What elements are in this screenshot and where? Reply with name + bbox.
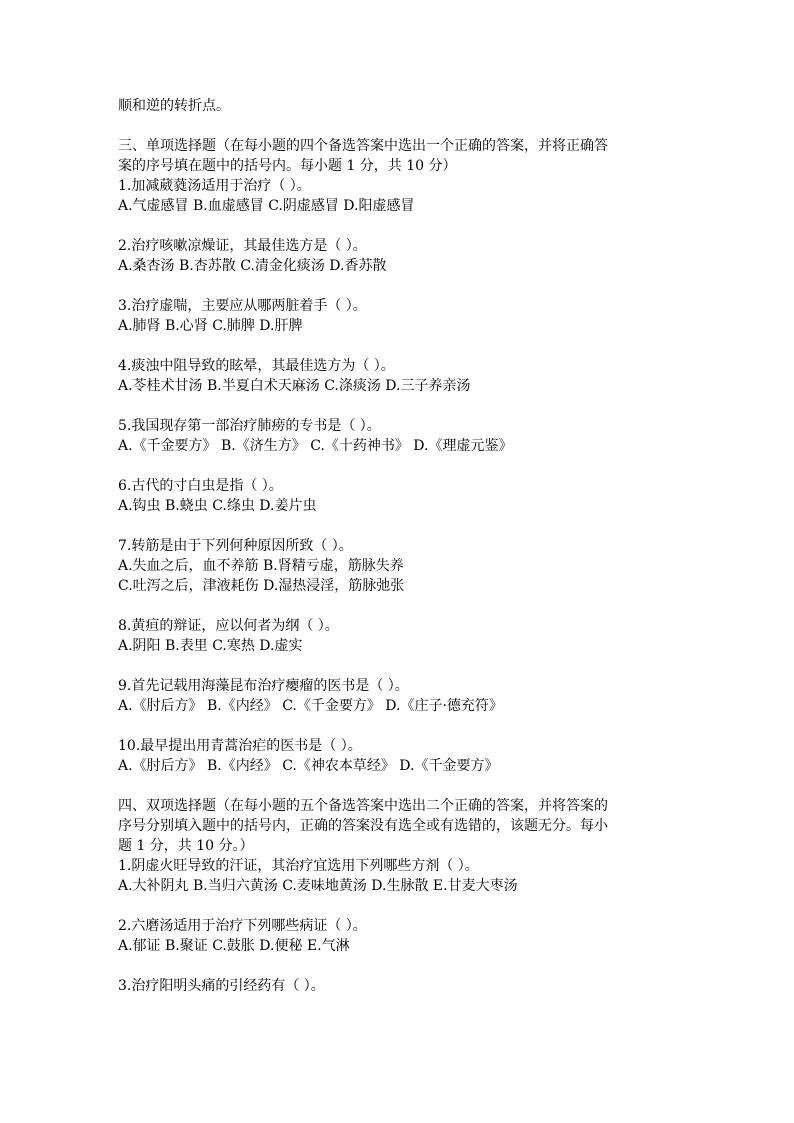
spacer: [118, 336, 698, 356]
spacer: [118, 596, 698, 616]
question-options: A.《肘后方》 B.《内经》 C.《神农本草经》 D.《千金要方》: [118, 758, 499, 774]
question-options: A.苓桂术甘汤 B.半夏白术天麻汤 C.涤痰汤 D.三子养亲汤: [118, 378, 471, 394]
question-options: A.郁证 B.聚证 C.鼓胀 D.便秘 E.气淋: [118, 938, 350, 954]
question-options: A.失血之后，血不养筋 B.肾精亏虚，筋脉失养: [118, 558, 404, 574]
spacer: [118, 396, 698, 416]
question-text: 8.黄疸的辩证，应以何者为纲（ ）。: [118, 618, 339, 634]
spacer: [118, 116, 698, 136]
section-4-title-line: 序号分别填入题中的括号内，正确的答案没有选全或有选错的，该题无分。每小: [118, 818, 608, 834]
section-4-title-line: 四、双项选择题（在每小题的五个备选答案中选出二个正确的答案，并将答案的: [118, 798, 608, 814]
section-3-question: [118, 676, 698, 716]
question-text: 3.治疗阳明头痛的引经药有（ ）。: [118, 978, 325, 994]
section-3-question: [118, 476, 698, 516]
section-3-question: [118, 616, 698, 656]
question-text: 3.治疗虚喘，主要应从哪两脏着手（ ）。: [118, 298, 367, 314]
spacer: [118, 776, 698, 796]
question-options: A.气虚感冒 B.血虚感冒 C.阴虚感冒 D.阳虚感冒: [118, 198, 415, 214]
question-text: 5.我国现存第一部治疗肺痨的专书是（ ）。: [118, 418, 381, 434]
spacer: [118, 276, 698, 296]
section-3-question: [118, 176, 698, 216]
question-text: 1.加减葳蕤汤适用于治疗（ ）。: [118, 178, 311, 194]
spacer: [118, 516, 698, 536]
question-options: A.阴阳 B.表里 C.寒热 D.虚实: [118, 638, 303, 654]
spacer: [118, 716, 698, 736]
question-text: 7.转筋是由于下列何种原因所致（ ）。: [118, 538, 353, 554]
intro-line: 顺和逆的转折点。: [118, 98, 230, 114]
section-3-title-line: 案的序号填在题中的括号内。每小题 1 分，共 10 分）: [118, 158, 457, 174]
question-options: A.大补阴丸 B.当归六黄汤 C.麦味地黄汤 D.生脉散 E.甘麦大枣汤: [118, 878, 518, 894]
question-options: A.肺肾 B.心肾 C.肺脾 D.肝脾: [118, 318, 303, 334]
section-3-question: [118, 296, 698, 336]
section-3-question: [118, 416, 698, 456]
question-options: A.桑杏汤 B.杏苏散 C.清金化痰汤 D.香苏散: [118, 258, 387, 274]
spacer: [118, 656, 698, 676]
section-4-question: [118, 856, 698, 896]
question-text: 2.治疗咳嗽凉燥证，其最佳选方是（ ）。: [118, 238, 367, 254]
question-text: 1.阴虚火旺导致的汗证，其治疗宜选用下列哪些方剂（ ）。: [118, 858, 479, 874]
section-3-question: [118, 356, 698, 396]
section-3-question: [118, 536, 698, 596]
question-text: 2.六磨汤适用于治疗下列哪些病证（ ）。: [118, 918, 367, 934]
spacer: [118, 896, 698, 916]
section-3-question: [118, 736, 698, 776]
question-text: 6.古代的寸白虫是指（ ）。: [118, 478, 283, 494]
question-options: C.吐泻之后，津液耗伤 D.湿热浸淫，筋脉弛张: [118, 578, 405, 594]
question-text: 9.首先记载用海藻昆布治疗瘿瘤的医书是（ ）。: [118, 678, 409, 694]
spacer: [118, 956, 698, 976]
spacer: [118, 216, 698, 236]
section-4-title: [118, 796, 698, 856]
spacer: [118, 456, 698, 476]
question-text: 4.痰浊中阻导致的眩晕，其最佳选方为（ ）。: [118, 358, 395, 374]
section-4-question: [118, 976, 698, 996]
section-4-question: [118, 916, 698, 956]
section-3-title: [118, 136, 698, 176]
document-page: [118, 96, 698, 996]
question-options: A.《肘后方》 B.《内经》 C.《千金要方》 D.《庄子·德充符》: [118, 698, 503, 714]
section-3-question: [118, 236, 698, 276]
question-options: A.钩虫 B.蛲虫 C.绦虫 D.姜片虫: [118, 498, 317, 514]
section-4-title-line: 题 1 分，共 10 分。）: [118, 838, 254, 854]
section-3-title-line: 三、单项选择题（在每小题的四个备选答案中选出一个正确的答案，并将正确答: [118, 138, 608, 154]
question-options: A.《千金要方》 B.《济生方》 C.《十药神书》 D.《理虚元鉴》: [118, 438, 513, 454]
question-text: 10.最早提出用青蒿治疟的医书是（ ）。: [118, 738, 362, 754]
